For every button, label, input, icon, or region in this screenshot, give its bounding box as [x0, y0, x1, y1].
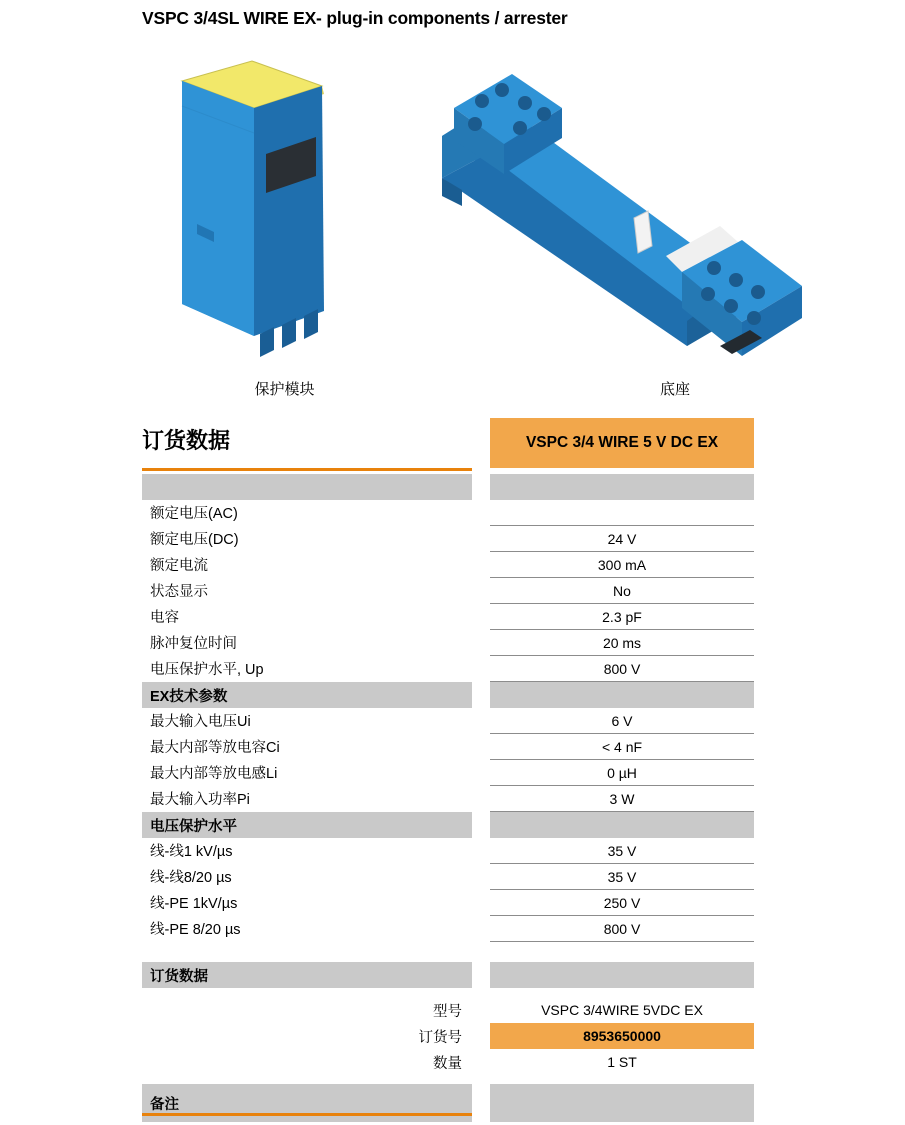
- table-band-row: [142, 474, 754, 500]
- row-label: 最大输入功率Pi: [150, 792, 250, 808]
- table-row: [142, 734, 754, 760]
- row-value: [490, 500, 754, 526]
- heading-rule: [142, 468, 472, 471]
- table-spacer: [142, 1075, 754, 1084]
- remarks-value: [490, 1084, 754, 1122]
- band-value: [490, 812, 754, 838]
- table-row: [142, 552, 754, 578]
- row-value: No: [490, 578, 754, 604]
- bottom-rule: [142, 1113, 472, 1116]
- row-value: 2.3 pF: [490, 604, 754, 630]
- remarks-label: 备注: [142, 1084, 472, 1122]
- specification-table: [142, 474, 754, 1122]
- table-row: [142, 526, 754, 552]
- order-row-label: 数量: [433, 1055, 462, 1072]
- row-label: 最大输入电压Ui: [150, 714, 251, 730]
- row-label: 线-线8/20 µs: [150, 870, 232, 886]
- row-label: 额定电压(DC): [150, 532, 239, 548]
- row-value: 800 V: [490, 916, 754, 942]
- order-row-number: [142, 1023, 754, 1049]
- product-images: [142, 46, 822, 366]
- row-label: 脉冲复位时间: [150, 636, 237, 652]
- row-label: 最大内部等放电感Li: [150, 766, 278, 782]
- row-value: 6 V: [490, 708, 754, 734]
- table-band-row: [142, 812, 754, 838]
- remarks-band-row: [142, 1084, 754, 1122]
- row-label: 线-PE 1kV/µs: [150, 896, 238, 912]
- row-value: 250 V: [490, 890, 754, 916]
- base-terminal-image: [442, 74, 802, 356]
- order-row-label: 型号: [433, 1003, 462, 1020]
- order-row-label: 订货号: [418, 1029, 462, 1046]
- row-label: 线-PE 8/20 µs: [150, 922, 241, 938]
- band-label: EX技术参数: [142, 682, 472, 708]
- product-column-header: VSPC 3/4 WIRE 5 V DC EX: [490, 418, 754, 468]
- band-label: 电压保护水平: [142, 812, 472, 838]
- page-title: VSPC 3/4SL WIRE EX- plug-in components / arrester: [142, 8, 568, 28]
- product-photo-group: [142, 46, 822, 366]
- protection-module-image: [182, 61, 324, 357]
- row-value: 35 V: [490, 838, 754, 864]
- table-row: [142, 786, 754, 812]
- order-row-value: VSPC 3/4WIRE 5VDC EX: [541, 1002, 703, 1018]
- table-row: [142, 578, 754, 604]
- row-value: 0 µH: [490, 760, 754, 786]
- row-label: 额定电流: [150, 558, 208, 574]
- table-row: [142, 604, 754, 630]
- row-value: 800 V: [490, 656, 754, 682]
- band-value: [490, 682, 754, 708]
- table-row: [142, 708, 754, 734]
- row-value: 24 V: [490, 526, 754, 552]
- order-row-quantity: [142, 1049, 754, 1075]
- caption-right: 底座: [659, 381, 690, 398]
- table-spacer: [142, 942, 754, 962]
- row-value: < 4 nF: [490, 734, 754, 760]
- row-value: 3 W: [490, 786, 754, 812]
- order-band-label: 订货数据: [142, 962, 472, 988]
- table-row: [142, 760, 754, 786]
- table-band-row: [142, 682, 754, 708]
- table-row: [142, 890, 754, 916]
- row-label: 电容: [150, 610, 179, 626]
- row-label: 电压保护水平, Up: [150, 662, 264, 678]
- row-label: 线-线1 kV/µs: [150, 844, 233, 860]
- row-label: 最大内部等放电容Ci: [150, 740, 280, 756]
- row-value: 20 ms: [490, 630, 754, 656]
- order-row-model: [142, 997, 754, 1023]
- table-row: [142, 500, 754, 526]
- table-row: [142, 656, 754, 682]
- order-row-value: 8953650000: [490, 1023, 754, 1049]
- band-value: [490, 474, 754, 500]
- band-label: [142, 474, 472, 500]
- row-value: 35 V: [490, 864, 754, 890]
- table-spacer: [142, 988, 754, 997]
- order-band-row: [142, 962, 754, 988]
- table-row: [142, 630, 754, 656]
- order-data-heading: 订货数据: [142, 428, 231, 453]
- order-band-value: [490, 962, 754, 988]
- caption-left: 保护模块: [254, 381, 315, 398]
- row-label: 状态显示: [150, 584, 208, 600]
- table-row: [142, 838, 754, 864]
- table-row: [142, 864, 754, 890]
- row-value: 300 mA: [490, 552, 754, 578]
- order-row-value: 1 ST: [607, 1054, 637, 1070]
- table-row: [142, 916, 754, 942]
- row-label: 额定电压(AC): [150, 506, 238, 522]
